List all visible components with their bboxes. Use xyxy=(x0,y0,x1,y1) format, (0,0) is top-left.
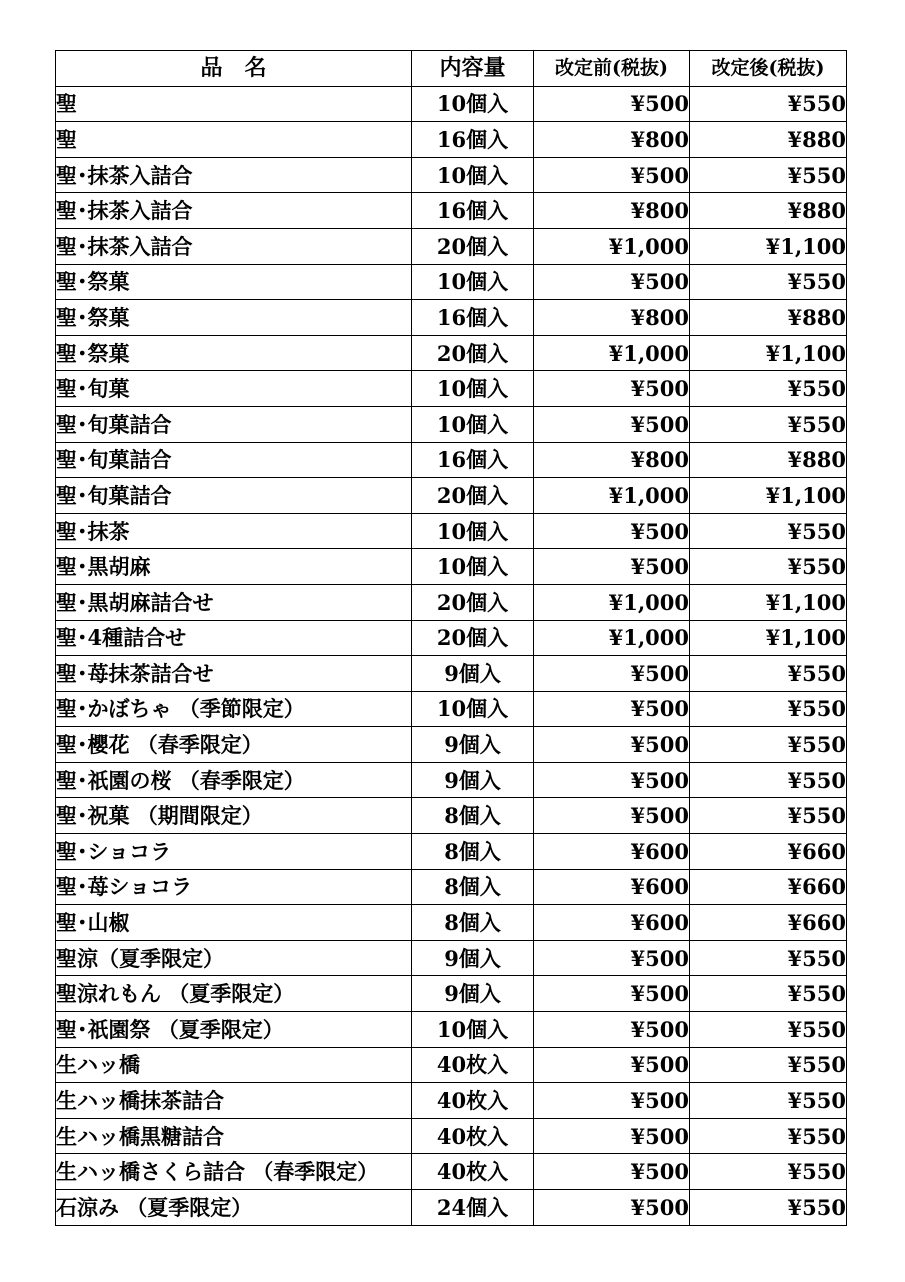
quantity-cell: 40枚入 xyxy=(412,1047,534,1083)
product-name-cell: 聖･黒胡麻 xyxy=(56,549,412,585)
old-price-cell: ¥600 xyxy=(534,869,690,905)
old-price-cell: ¥1,000 xyxy=(534,228,690,264)
quantity-cell: 20個入 xyxy=(412,584,534,620)
old-price-cell: ¥500 xyxy=(534,371,690,407)
new-price-cell: ¥550 xyxy=(690,264,847,300)
table-row xyxy=(56,228,847,264)
product-name-cell: 生ハッ橋さくら詰合 （春季限定） xyxy=(56,1154,412,1190)
quantity-cell: 16個入 xyxy=(412,442,534,478)
table-row xyxy=(56,549,847,585)
table-row xyxy=(56,478,847,514)
table-row xyxy=(56,620,847,656)
quantity-cell: 9個入 xyxy=(412,656,534,692)
product-name-cell: 聖･4種詰合せ xyxy=(56,620,412,656)
product-name-cell: 聖･旬菓詰合 xyxy=(56,406,412,442)
table-row xyxy=(56,976,847,1012)
new-price-cell: ¥880 xyxy=(690,300,847,336)
table-row xyxy=(56,406,847,442)
old-price-cell: ¥500 xyxy=(534,86,690,122)
table-header-row xyxy=(56,51,847,87)
old-price-cell: ¥500 xyxy=(534,1012,690,1048)
old-price-cell: ¥500 xyxy=(534,1190,690,1226)
header-new-price: 改定後(税抜) xyxy=(690,51,847,87)
product-name-cell: 聖 xyxy=(56,122,412,158)
product-name-cell: 聖･抹茶入詰合 xyxy=(56,228,412,264)
quantity-cell: 10個入 xyxy=(412,157,534,193)
new-price-cell: ¥550 xyxy=(690,1154,847,1190)
quantity-cell: 8個入 xyxy=(412,834,534,870)
table-row xyxy=(56,157,847,193)
product-name-cell: 聖 xyxy=(56,86,412,122)
product-name-cell: 生ハッ橋黒糖詰合 xyxy=(56,1118,412,1154)
old-price-cell: ¥1,000 xyxy=(534,478,690,514)
price-revision-table xyxy=(55,50,847,1226)
new-price-cell: ¥880 xyxy=(690,442,847,478)
new-price-cell: ¥1,100 xyxy=(690,478,847,514)
table-row xyxy=(56,834,847,870)
quantity-cell: 10個入 xyxy=(412,549,534,585)
table-row xyxy=(56,335,847,371)
product-name-cell: 聖･祇園の桜 （春季限定） xyxy=(56,762,412,798)
product-name-cell: 聖･抹茶入詰合 xyxy=(56,157,412,193)
new-price-cell: ¥550 xyxy=(690,1190,847,1226)
quantity-cell: 20個入 xyxy=(412,478,534,514)
new-price-cell: ¥550 xyxy=(690,549,847,585)
quantity-cell: 9個入 xyxy=(412,940,534,976)
quantity-cell: 40枚入 xyxy=(412,1154,534,1190)
quantity-cell: 10個入 xyxy=(412,1012,534,1048)
old-price-cell: ¥500 xyxy=(534,1154,690,1190)
old-price-cell: ¥500 xyxy=(534,656,690,692)
old-price-cell: ¥500 xyxy=(534,1047,690,1083)
new-price-cell: ¥1,100 xyxy=(690,335,847,371)
product-name-cell: 聖･黒胡麻詰合せ xyxy=(56,584,412,620)
new-price-cell: ¥550 xyxy=(690,762,847,798)
new-price-cell: ¥550 xyxy=(690,727,847,763)
table-row xyxy=(56,656,847,692)
quantity-cell: 9個入 xyxy=(412,762,534,798)
new-price-cell: ¥550 xyxy=(690,157,847,193)
old-price-cell: ¥500 xyxy=(534,940,690,976)
table-row xyxy=(56,1190,847,1226)
new-price-cell: ¥880 xyxy=(690,193,847,229)
old-price-cell: ¥500 xyxy=(534,157,690,193)
old-price-cell: ¥600 xyxy=(534,905,690,941)
old-price-cell: ¥500 xyxy=(534,798,690,834)
quantity-cell: 8個入 xyxy=(412,905,534,941)
old-price-cell: ¥800 xyxy=(534,442,690,478)
product-name-cell: 聖･旬菓詰合 xyxy=(56,478,412,514)
product-name-cell: 聖･山椒 xyxy=(56,905,412,941)
header-product-name: 品 名 xyxy=(56,51,412,87)
header-old-price: 改定前(税抜) xyxy=(534,51,690,87)
table-body xyxy=(56,86,847,1225)
new-price-cell: ¥550 xyxy=(690,86,847,122)
quantity-cell: 16個入 xyxy=(412,300,534,336)
new-price-cell: ¥550 xyxy=(690,1118,847,1154)
new-price-cell: ¥660 xyxy=(690,905,847,941)
table-row xyxy=(56,940,847,976)
old-price-cell: ¥500 xyxy=(534,691,690,727)
quantity-cell: 10個入 xyxy=(412,691,534,727)
old-price-cell: ¥500 xyxy=(534,1118,690,1154)
new-price-cell: ¥660 xyxy=(690,834,847,870)
new-price-cell: ¥550 xyxy=(690,371,847,407)
table-row xyxy=(56,584,847,620)
quantity-cell: 24個入 xyxy=(412,1190,534,1226)
quantity-cell: 9個入 xyxy=(412,727,534,763)
old-price-cell: ¥500 xyxy=(534,727,690,763)
product-name-cell: 聖涼れもん （夏季限定） xyxy=(56,976,412,1012)
new-price-cell: ¥550 xyxy=(690,691,847,727)
product-name-cell: 聖･旬菓詰合 xyxy=(56,442,412,478)
product-name-cell: 聖･苺ショコラ xyxy=(56,869,412,905)
old-price-cell: ¥500 xyxy=(534,549,690,585)
old-price-cell: ¥800 xyxy=(534,300,690,336)
new-price-cell: ¥880 xyxy=(690,122,847,158)
product-name-cell: 聖･祭菓 xyxy=(56,300,412,336)
table-row xyxy=(56,1154,847,1190)
old-price-cell: ¥500 xyxy=(534,1083,690,1119)
quantity-cell: 16個入 xyxy=(412,193,534,229)
product-name-cell: 聖･ショコラ xyxy=(56,834,412,870)
new-price-cell: ¥550 xyxy=(690,513,847,549)
new-price-cell: ¥550 xyxy=(690,940,847,976)
product-name-cell: 聖･祭菓 xyxy=(56,264,412,300)
new-price-cell: ¥1,100 xyxy=(690,228,847,264)
quantity-cell: 40枚入 xyxy=(412,1083,534,1119)
table-row xyxy=(56,442,847,478)
table-row xyxy=(56,513,847,549)
table-row xyxy=(56,1118,847,1154)
quantity-cell: 20個入 xyxy=(412,228,534,264)
table-row xyxy=(56,905,847,941)
product-name-cell: 聖･旬菓 xyxy=(56,371,412,407)
old-price-cell: ¥500 xyxy=(534,762,690,798)
new-price-cell: ¥550 xyxy=(690,1047,847,1083)
product-name-cell: 聖･苺抹茶詰合せ xyxy=(56,656,412,692)
table-row xyxy=(56,122,847,158)
new-price-cell: ¥550 xyxy=(690,656,847,692)
old-price-cell: ¥500 xyxy=(534,976,690,1012)
new-price-cell: ¥550 xyxy=(690,976,847,1012)
product-name-cell: 生ハッ橋 xyxy=(56,1047,412,1083)
quantity-cell: 16個入 xyxy=(412,122,534,158)
product-name-cell: 聖･櫻花 （春季限定） xyxy=(56,727,412,763)
product-name-cell: 聖･祇園祭 （夏季限定） xyxy=(56,1012,412,1048)
product-name-cell: 聖･抹茶入詰合 xyxy=(56,193,412,229)
quantity-cell: 10個入 xyxy=(412,86,534,122)
new-price-cell: ¥550 xyxy=(690,1012,847,1048)
quantity-cell: 9個入 xyxy=(412,976,534,1012)
old-price-cell: ¥800 xyxy=(534,122,690,158)
quantity-cell: 8個入 xyxy=(412,869,534,905)
table-row xyxy=(56,264,847,300)
product-name-cell: 聖･かぼちゃ （季節限定） xyxy=(56,691,412,727)
new-price-cell: ¥550 xyxy=(690,1083,847,1119)
quantity-cell: 8個入 xyxy=(412,798,534,834)
table-row xyxy=(56,86,847,122)
old-price-cell: ¥1,000 xyxy=(534,584,690,620)
table-row xyxy=(56,869,847,905)
quantity-cell: 10個入 xyxy=(412,513,534,549)
product-name-cell: 聖涼（夏季限定） xyxy=(56,940,412,976)
old-price-cell: ¥500 xyxy=(534,513,690,549)
quantity-cell: 10個入 xyxy=(412,264,534,300)
table-row xyxy=(56,1083,847,1119)
new-price-cell: ¥550 xyxy=(690,798,847,834)
header-quantity: 内容量 xyxy=(412,51,534,87)
old-price-cell: ¥1,000 xyxy=(534,620,690,656)
old-price-cell: ¥500 xyxy=(534,264,690,300)
old-price-cell: ¥500 xyxy=(534,406,690,442)
table-row xyxy=(56,193,847,229)
quantity-cell: 20個入 xyxy=(412,620,534,656)
table-row xyxy=(56,691,847,727)
quantity-cell: 20個入 xyxy=(412,335,534,371)
quantity-cell: 10個入 xyxy=(412,371,534,407)
product-name-cell: 聖･祭菓 xyxy=(56,335,412,371)
table-row xyxy=(56,762,847,798)
product-name-cell: 石涼み （夏季限定） xyxy=(56,1190,412,1226)
old-price-cell: ¥600 xyxy=(534,834,690,870)
quantity-cell: 10個入 xyxy=(412,406,534,442)
product-name-cell: 生ハッ橋抹茶詰合 xyxy=(56,1083,412,1119)
product-name-cell: 聖･抹茶 xyxy=(56,513,412,549)
table-row xyxy=(56,798,847,834)
new-price-cell: ¥1,100 xyxy=(690,620,847,656)
new-price-cell: ¥550 xyxy=(690,406,847,442)
table-row xyxy=(56,1047,847,1083)
table-row xyxy=(56,727,847,763)
new-price-cell: ¥1,100 xyxy=(690,584,847,620)
table-row xyxy=(56,300,847,336)
table-row xyxy=(56,1012,847,1048)
old-price-cell: ¥1,000 xyxy=(534,335,690,371)
old-price-cell: ¥800 xyxy=(534,193,690,229)
product-name-cell: 聖･祝菓 （期間限定） xyxy=(56,798,412,834)
quantity-cell: 40枚入 xyxy=(412,1118,534,1154)
new-price-cell: ¥660 xyxy=(690,869,847,905)
table-row xyxy=(56,371,847,407)
